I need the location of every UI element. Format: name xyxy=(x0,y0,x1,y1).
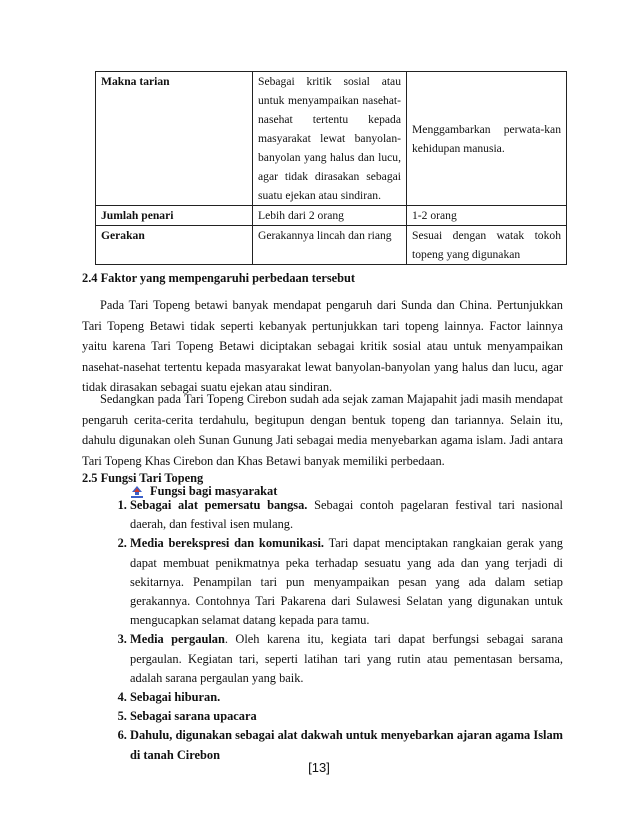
item-bold: Media berekspresi dan komunikasi. xyxy=(130,536,325,551)
table-cell: Gerakannya lincah dan riang xyxy=(253,226,407,265)
subheading-label: Fungsi bagi masyarakat xyxy=(150,484,278,498)
table-row xyxy=(96,226,567,265)
page-number: [13] xyxy=(308,760,330,775)
list-item xyxy=(130,534,563,630)
list-item xyxy=(130,688,563,707)
section-heading: 2.5 Fungsi Tari Topeng xyxy=(82,471,204,485)
item-bold: Dahulu, digunakan sebagai alat dakwah untuk menyebarkan ajaran agama Islam di tanah Cirebon xyxy=(130,728,563,762)
list-item xyxy=(130,496,563,534)
item-bold: Sebagai alat pemersatu bangsa. xyxy=(130,498,308,512)
table-row xyxy=(96,72,567,206)
item-bold: Media pergaulan xyxy=(130,632,225,647)
table-cell: Sebagai kritik sosial atau untuk menyampaikan nasehat-nasehat tertentu kepada masyarakat lewat banyolan-banyolan yang halus dan lucu, agar tidak dirasakan sebagai suatu ejekan atau sindiran. xyxy=(253,72,407,206)
item-text: Sebagai contoh pagelaran festival tari nasional daerah, dan festival isen mulang. xyxy=(130,498,563,532)
table-cell-label: Gerakan xyxy=(96,226,253,265)
table-cell-label: Jumlah penari xyxy=(96,206,253,226)
table-cell: 1-2 orang xyxy=(407,206,567,226)
function-list xyxy=(82,496,563,765)
paragraph: Sedangkan pada Tari Topeng Cirebon sudah ada sejak zaman Majapahit jadi masih mendapat pengaruh cerita-cerita terdahulu, begitupun dengan bentuk topeng dan tariannya. Selain itu, dahulu digunakan oleh Sunan Gunung Jati sebagai media menyebarkan agama islam. Jadi antara Tari Topeng Khas Cirebon dan Khas Betawi banyak memiliki perbedaan. xyxy=(82,392,563,468)
item-text: Tari dapat menciptakan rangkaian gerak yang dapat membuat penikmatnya peka terhadap sesuatu yang ada dan yang terjadi di sekitarnya. Penampilan tari pun menyampaikan pesan yang ada dalam setiap gerakannya. Contohnya Tari Pakarena dari Sulawesi Selatan yang digunakan untuk mengucapkan selamat datang kepada para tamu. xyxy=(130,536,563,628)
list-item xyxy=(130,707,563,726)
table-cell: Sesuai dengan watak tokoh topeng yang digunakan xyxy=(407,226,567,265)
comparison-table xyxy=(95,71,567,265)
table-cell-label: Makna tarian xyxy=(96,72,253,206)
table-cell: Menggambarkan perwata-kan kehidupan manusia. xyxy=(407,72,567,206)
item-bold: Sebagai sarana upacara xyxy=(130,709,257,724)
table-cell: Lebih dari 2 orang xyxy=(253,206,407,226)
item-bold: Sebagai hiburan. xyxy=(130,690,221,705)
paragraph: Pada Tari Topeng betawi banyak mendapat pengaruh dari Sunda dan China. Pertunjukkan Tari Topeng Betawi tidak seperti kebanyak pertunjukkan tari topeng lainnya. Factor lainnya yaitu karena Tari Topeng Betawi diciptakan sebagai kritik sosial atau untuk menyampaikan nasehat-nasehat tertentu kepada masyarakat lewat banyolan-banyolan yang halus dan lucu, agar tidak dirasakan sebagai suatu ejekan atau sindiran. xyxy=(82,298,563,394)
section-heading: 2.4 Faktor yang mempengaruhi perbedaan tersebut xyxy=(82,271,356,285)
list-item xyxy=(130,630,563,688)
table-row xyxy=(96,206,567,226)
item-text: . Oleh karena itu, kegiata tari dapat berfungsi sebagai sarana pergaulan. Kegiatan tari, seperti latihan tari yang rutin atau pementasan bersama, adalah sarana pergaulan yang baik. xyxy=(130,632,563,685)
